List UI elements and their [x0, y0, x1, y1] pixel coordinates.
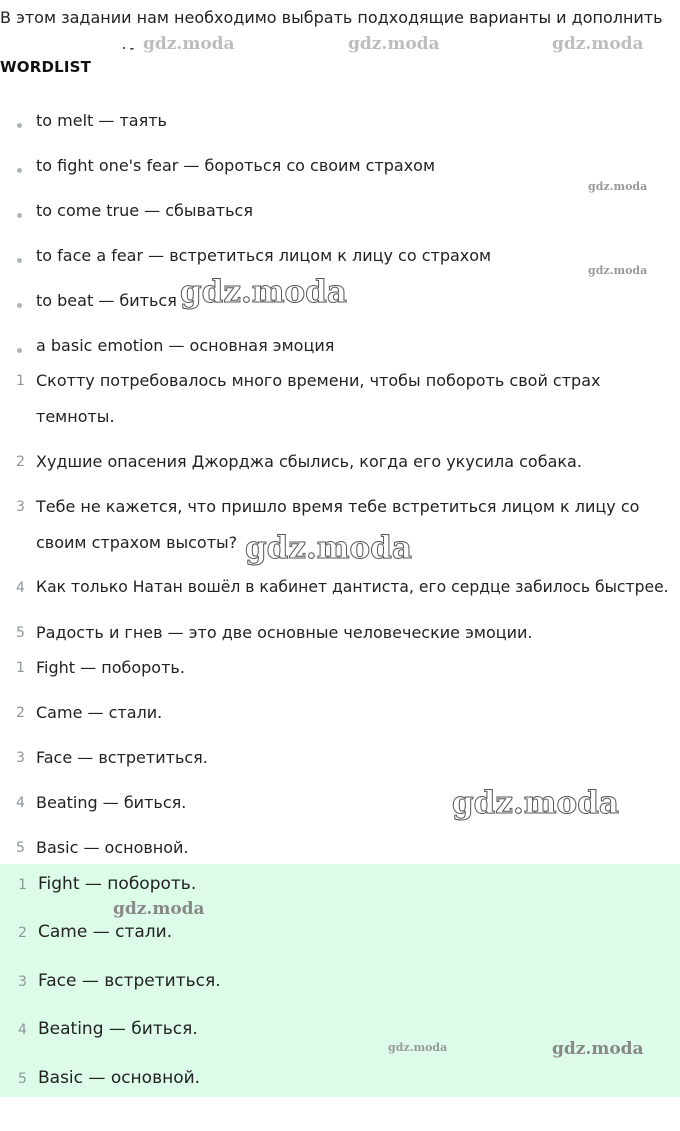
translation-line: Радость и гнев — это две основные человеческие эмоции. [36, 623, 533, 642]
watermark: gdz.moda [113, 899, 205, 919]
bullet-icon [17, 348, 22, 353]
translation-line: Как только Натан вошёл в кабинет дантиста, его сердце забилось быстрее. [36, 578, 669, 596]
bullet-icon [17, 123, 22, 128]
wordlist-item: to fight one's fear — бороться со своим страхом [36, 156, 436, 175]
bullet-icon [17, 168, 22, 173]
translation-line: темноты. [36, 407, 115, 426]
translation-line: Худшие опасения Джорджа сбылись, когда его укусила собака. [36, 452, 582, 471]
wordlist-item: to face a fear — встретиться лицом к лицу со страхом [36, 246, 492, 265]
list-number: 3 [16, 499, 25, 515]
translation-line: Тебе не кажется, что пришло время тебе встретиться лицом к лицу со [36, 497, 640, 516]
translation-line: Скотту потребовалось много времени, чтобы побороть свой страх [36, 371, 601, 390]
highlighted-answer-block [0, 864, 680, 1097]
list-number: 2 [16, 454, 25, 470]
answer-line: Face — встретиться. [36, 748, 208, 767]
watermark: gdz.moda [245, 530, 412, 566]
wordlist-heading: WORDLIST [0, 58, 92, 76]
list-number: 1 [16, 373, 25, 389]
bullet-icon [17, 258, 22, 263]
list-number: 2 [18, 925, 27, 941]
answer-line: Beating — биться. [38, 1019, 198, 1039]
watermark: gdz.moda [388, 1041, 448, 1054]
list-number: 3 [18, 974, 27, 990]
list-number: 5 [18, 1071, 27, 1087]
list-number: 5 [16, 840, 25, 856]
watermark: gdz.moda [588, 264, 648, 277]
answer-line: Basic — основной. [36, 838, 189, 857]
watermark-prefix: · - [122, 42, 135, 55]
bullet-icon [17, 213, 22, 218]
watermark: gdz.moda [588, 180, 648, 193]
answer-line: Came — стали. [38, 922, 173, 942]
watermark: gdz.moda [348, 34, 440, 54]
watermark: gdz.moda [180, 274, 347, 310]
list-number: 5 [16, 625, 25, 641]
answer-line: Fight — побороть. [38, 874, 197, 894]
list-number: 3 [16, 750, 25, 766]
watermark: gdz.moda [552, 1039, 644, 1059]
answer-line: Beating — биться. [36, 793, 187, 812]
answer-line: Basic — основной. [38, 1068, 201, 1088]
wordlist-item: to beat — биться [36, 291, 177, 310]
bullet-icon [17, 303, 22, 308]
answer-line: Face — встретиться. [38, 971, 221, 991]
answer-line: Fight — побороть. [36, 658, 185, 677]
list-number: 4 [18, 1022, 27, 1038]
wordlist-item: to come true — сбываться [36, 201, 253, 220]
watermark: gdz.moda [452, 785, 619, 821]
intro-text: В этом задании нам необходимо выбрать подходящие варианты и дополнить [0, 8, 663, 27]
translation-line: своим страхом высоты? [36, 533, 238, 552]
list-number: 2 [16, 705, 25, 721]
list-number: 1 [16, 660, 25, 676]
wordlist-item: a basic emotion — основная эмоция [36, 336, 335, 355]
watermark: gdz.moda [552, 34, 644, 54]
list-number: 4 [16, 795, 25, 811]
list-number: 4 [16, 580, 25, 596]
list-number: 1 [18, 877, 27, 893]
watermark: gdz.moda [143, 34, 235, 54]
wordlist-item: to melt — таять [36, 111, 167, 130]
answer-line: Came — стали. [36, 703, 163, 722]
